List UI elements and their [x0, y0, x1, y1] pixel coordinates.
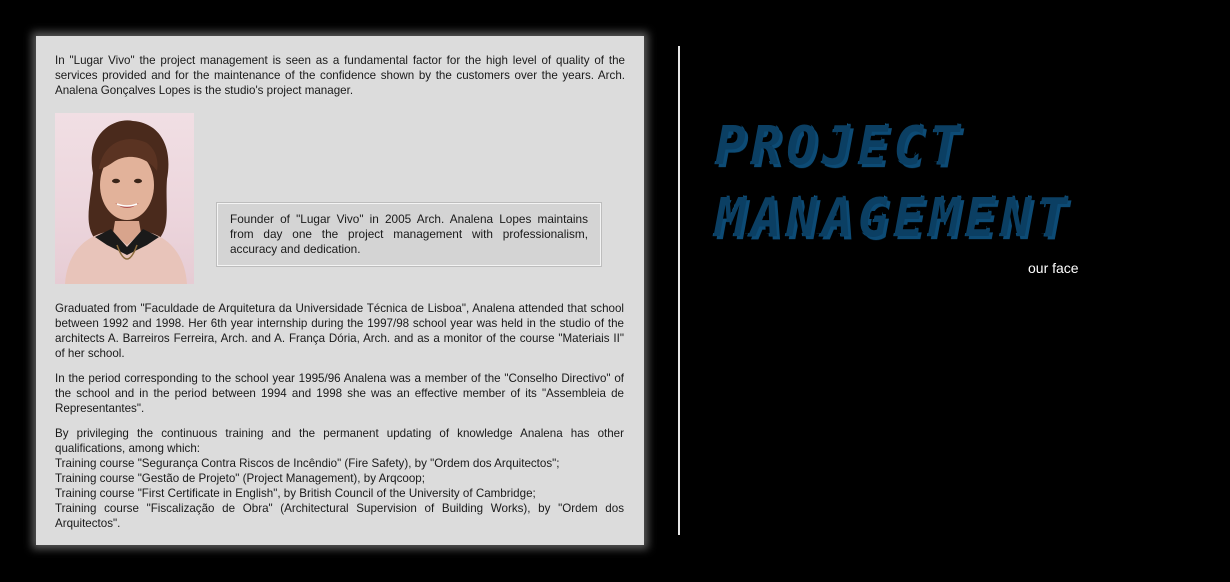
founder-quote-box — [217, 203, 601, 266]
training-course-item: Training course "Fiscalização de Obra" (Architectural Supervision of Building Works), by "Ordem dos Arquitectos". — [55, 502, 624, 530]
training-course-item: Training course "Segurança Contra Riscos de Incêndio" (Fire Safety), by "Ordem dos Arquitectos"; — [55, 457, 560, 470]
biography — [55, 301, 624, 531]
bio-training-intro: By privileging the continuous training and the permanent updating of knowledge Analena has other qualifications, among which: — [55, 427, 624, 455]
page-title — [712, 108, 1112, 252]
portrait-icon — [55, 113, 194, 284]
training-course-item: Training course "First Certificate in English", by British Council of the University of Cambridge; — [55, 487, 536, 500]
page-subtitle: our face — [1028, 260, 1079, 276]
content-panel — [36, 36, 644, 545]
title-line-2: MANAGEMENT — [712, 178, 1112, 254]
training-course-item: Training course "Gestão de Projeto" (Project Management), by Arqcoop; — [55, 472, 425, 485]
intro-text: In "Lugar Vivo" the project management is seen as a fundamental factor for the high level of quality of the services provided and for the maintenance of the confidence shown by the customers over the years. Arch. Analena Gonçalves Lopes is the studio's project manager. — [55, 54, 625, 97]
title-line-1: PROJECT — [712, 106, 1112, 182]
founder-quote-text: Founder of "Lugar Vivo" in 2005 Arch. Analena Lopes maintains from day one the project management with professionalism, accuracy and dedication. — [230, 212, 588, 256]
vertical-divider — [678, 46, 680, 535]
bio-council: In the period corresponding to the school year 1995/96 Analena was a member of the "Conselho Directivo" of the school and in the period between 1994 and 1998 she was an effective member of its "Assembleia de Representantes". — [55, 372, 624, 415]
bio-education: Graduated from "Faculdade de Arquitetura da Universidade Técnica de Lisboa", Analena attended that school between 1992 and 1998. Her 6th year internship during the 1997/98 school year was held in the studio of the architects A. Barreiros Ferreira, Arch. and A. França Dória, Arch. and as a monitor of the course "Materiais II" of her school. — [55, 302, 624, 360]
portrait-photo — [55, 113, 194, 284]
